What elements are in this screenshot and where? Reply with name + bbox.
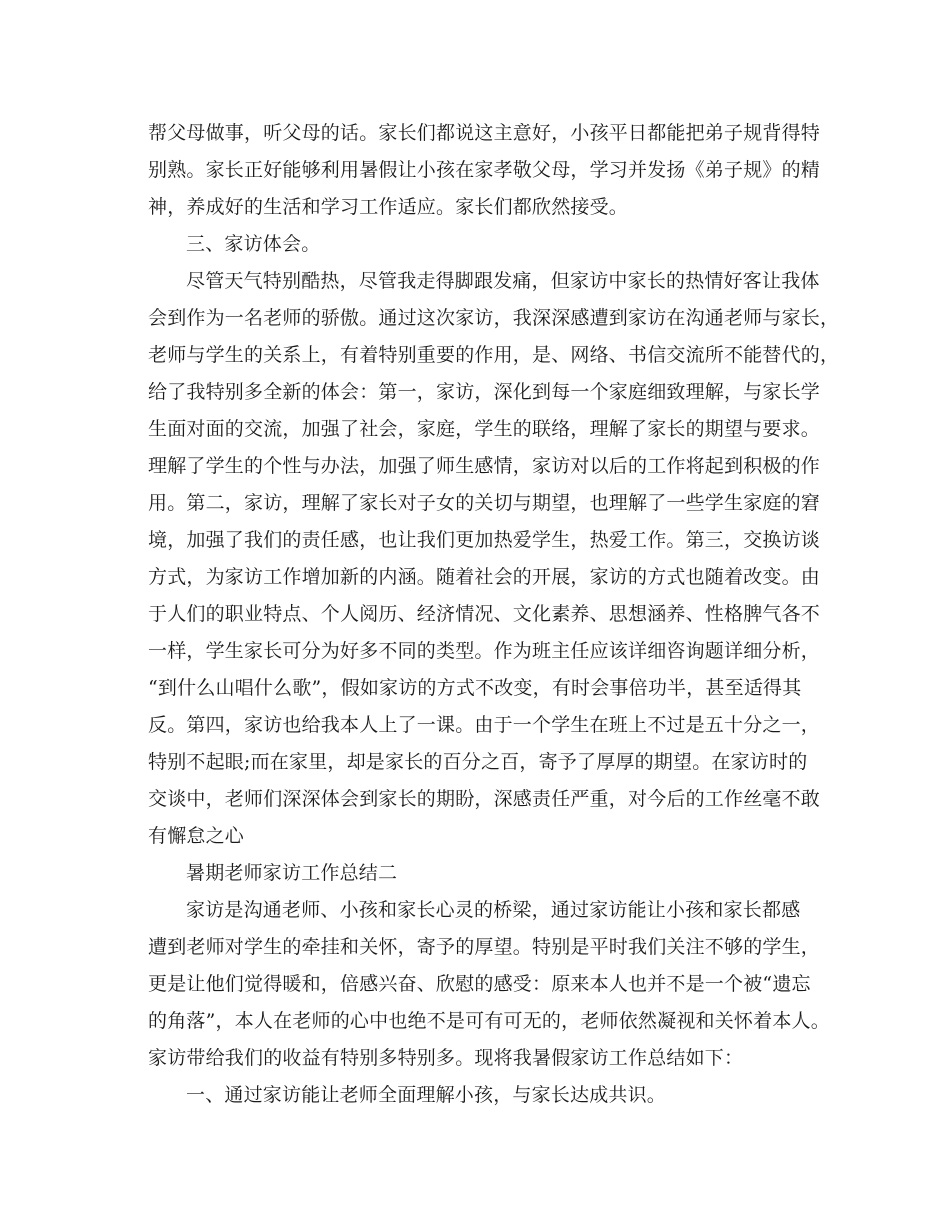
text-line: 反。第四，家访也给我本人上了一课。由于一个学生在班上不过是五十分之一，	[148, 714, 821, 736]
text-line: 遭到老师对学生的牵挂和关怀，寄予的厚望。特别是平时我们关注不够的学生，	[148, 936, 821, 958]
text-line: 境，加强了我们的责任感，也让我们更加热爱学生，热爱工作。第三，交换访谈	[148, 529, 821, 551]
text-line: 会到作为一名老师的骄傲。通过这次家访，我深深感遭到家访在沟通老师与家长，	[148, 307, 840, 329]
text-line: 神，养成好的生活和学习工作适应。家长们都欣然接受。	[148, 196, 629, 218]
text-line: 老师与学生的关系上，有着特别重要的作用，是、网络、书信交流所不能替代的，	[148, 344, 840, 366]
text-line: “到什么山唱什么歌”，假如家访的方式不改变，有时会事倍功半，甚至适得其	[148, 677, 802, 699]
text-line: 交谈中，老师们深深体会到家长的期盼，深感责任严重，对今后的工作丝毫不敢	[148, 788, 821, 810]
text-line: 家访带给我们的收益有特别多特别多。现将我暑假家访工作总结如下：	[148, 1047, 744, 1069]
text-line: 于人们的职业特点、个人阅历、经济情况、文化素养、思想涵养、性格脾气各不	[148, 603, 821, 625]
text-line: 理解了学生的个性与办法，加强了师生感情，家访对以后的工作将起到积极的作	[148, 455, 821, 477]
text-line: 的角落”，本人在老师的心中也绝不是可有可无的，老师依然凝视和关怀着本人。	[148, 1010, 830, 1032]
text-line: 特别不起眼;而在家里，却是家长的百分之百，寄予了厚厚的期望。在家访时的	[148, 751, 808, 773]
section-heading: 三、家访体会。	[186, 233, 321, 255]
text-line: 别熟。家长正好能够利用暑假让小孩在家孝敬父母，学习并发扬《弟子规》的精	[148, 159, 821, 181]
text-line: 一样，学生家长可分为好多不同的类型。作为班主任应该详细咨询题详细分析，	[148, 640, 821, 662]
document-subtitle: 暑期老师家访工作总结二	[186, 862, 398, 884]
text-line: 生面对面的交流，加强了社会，家庭，学生的联络，理解了家长的期望与要求。	[148, 418, 821, 440]
text-line: 有懈怠之心	[148, 825, 245, 847]
text-line: 帮父母做事，听父母的话。家长们都说这主意好，小孩平日都能把弟子规背得特	[148, 122, 821, 144]
text-line: 更是让他们觉得暖和，倍感兴奋、欣慰的感受：原来本人也并不是一个被“遗忘	[148, 973, 811, 995]
text-line: 给了我特别多全新的体会：第一，家访，深化到每一个家庭细致理解，与家长学	[148, 381, 821, 403]
text-line: 方式，为家访工作增加新的内涵。随着社会的开展，家访的方式也随着改变。由	[148, 566, 821, 588]
text-line: 家访是沟通老师、小孩和家长心灵的桥梁，通过家访能让小孩和家长都感	[186, 899, 801, 921]
section-heading: 一、通过家访能让老师全面理解小孩，与家长达成共识。	[186, 1084, 667, 1106]
text-line: 用。第二，家访，理解了家长对子女的关切与期望，也理解了一些学生家庭的窘	[148, 492, 821, 514]
text-line: 尽管天气特别酷热，尽管我走得脚跟发痛，但家访中家长的热情好客让我体	[186, 270, 820, 292]
